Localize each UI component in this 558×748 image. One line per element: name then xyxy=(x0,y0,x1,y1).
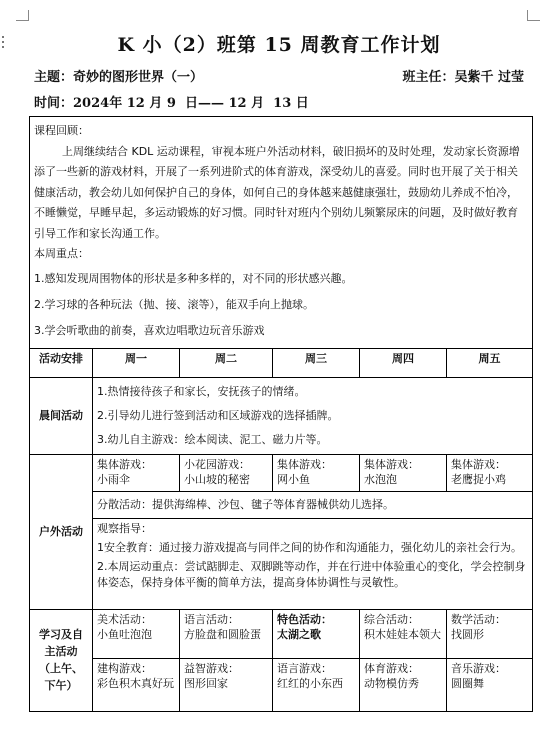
activity-type: 美术活动： xyxy=(97,612,152,626)
review-row xyxy=(30,117,533,349)
activity-name: 动物模仿秀 xyxy=(364,676,419,690)
game-type: 集体游戏： xyxy=(277,457,332,471)
activity-type: 建构游戏： xyxy=(97,661,152,675)
theme-value: 奇妙的图形世界（一） xyxy=(73,70,204,85)
outdoor-grouping-row xyxy=(30,491,533,518)
focus-item: 2.学习球的各种玩法（抛、接、滚等），能双手向上抛球。 xyxy=(34,297,314,311)
day-header-mon: 周一 xyxy=(93,348,180,377)
game-fri xyxy=(447,658,533,711)
theme-field xyxy=(34,66,203,85)
plan-table xyxy=(29,116,533,712)
activity-name: 太湖之歌 xyxy=(277,627,321,641)
teacher-label: 班主任： xyxy=(402,70,455,85)
outdoor-observe-row xyxy=(30,518,533,609)
review-heading: 课程回顾： xyxy=(34,124,89,137)
morning-cell xyxy=(93,377,533,454)
observe-heading: 观察指导： xyxy=(97,521,152,535)
game-type: 小花园游戏： xyxy=(184,457,250,471)
activity-type: 综合活动： xyxy=(364,612,419,626)
learning-thu xyxy=(360,609,447,658)
day-header-wed: 周三 xyxy=(273,348,360,377)
learning-label-line: （上午、 xyxy=(39,662,83,675)
activity-name: 积木娃娃本领大 xyxy=(364,627,441,641)
teacher-value: 吴紫千 过莹 xyxy=(454,70,524,85)
page-corner-mark xyxy=(16,10,29,21)
activity-type: 特色活动： xyxy=(277,612,332,626)
observe-cell xyxy=(93,518,533,609)
game-name: 小雨伞 xyxy=(97,472,130,486)
activity-name: 红红的小东西 xyxy=(277,676,343,690)
learning-mon xyxy=(93,609,180,658)
outdoor-game-tue xyxy=(180,454,273,491)
learning-label-line: 下午） xyxy=(44,679,78,692)
activity-type: 音乐游戏： xyxy=(451,661,506,675)
learning-fri xyxy=(447,609,533,658)
game-name: 小山坡的秘密 xyxy=(184,472,250,486)
activity-name: 圆圈舞 xyxy=(451,676,484,690)
game-mon xyxy=(93,658,180,711)
learning-tue xyxy=(180,609,273,658)
learning-row-1 xyxy=(30,609,533,658)
theme-row xyxy=(34,66,524,85)
morning-label: 晨间活动 xyxy=(30,377,93,454)
observe-item: 1安全教育：通过接力游戏提高与同伴之间的协作和沟通能力，强化幼儿的亲社会行为。 xyxy=(97,540,522,554)
game-wed xyxy=(273,658,360,711)
focus-item: 1.感知发现周围物体的形状是多种多样的，对不同的形状感兴趣。 xyxy=(34,271,353,285)
review-cell xyxy=(30,117,533,349)
page-corner-mark xyxy=(527,10,540,21)
game-type: 集体游戏： xyxy=(364,457,419,471)
day-header-fri: 周五 xyxy=(447,348,533,377)
morning-item: 3.幼儿自主游戏：绘本阅读、泥工、磁力片等。 xyxy=(97,432,328,446)
learning-label-line: 主活动 xyxy=(44,645,78,658)
morning-item: 2.引导幼儿进行签到活动和区域游戏的选择插牌。 xyxy=(97,408,339,422)
outdoor-game-thu xyxy=(360,454,447,491)
day-header-thu: 周四 xyxy=(360,348,447,377)
game-name: 水泡泡 xyxy=(364,472,397,486)
game-name: 老鹰捉小鸡 xyxy=(451,472,506,486)
activity-header: 活动安排 xyxy=(30,348,93,377)
day-header-tue: 周二 xyxy=(180,348,273,377)
morning-row xyxy=(30,377,533,454)
activity-name: 小鱼吐泡泡 xyxy=(97,627,152,641)
time-label: 时间： xyxy=(34,96,74,111)
activity-type: 体育游戏： xyxy=(364,661,419,675)
game-thu xyxy=(360,658,447,711)
activity-type: 益智游戏： xyxy=(184,661,239,675)
time-row xyxy=(34,92,524,111)
activity-type: 数学活动： xyxy=(451,612,506,626)
outdoor-label: 户外活动 xyxy=(30,454,93,609)
morning-item: 1.热情接待孩子和家长，安抚孩子的情绪。 xyxy=(97,384,306,398)
game-name: 网小鱼 xyxy=(277,472,310,486)
grouping-cell: 分散活动：提供海绵棒、沙包、毽子等体育器械供幼儿选择。 xyxy=(93,491,533,518)
activity-name: 方脸盘和圆脸蛋 xyxy=(184,627,261,641)
focus-item: 3.学会听歌曲的前奏，喜欢边唱歌边玩音乐游戏 xyxy=(34,323,265,337)
outdoor-games-row xyxy=(30,454,533,491)
review-body: 上周继续结合 KDL 运动课程，审视本班户外活动材料，破旧损坏的及时处理，发动家长资源增添了一些新的游戏材料，开展了一系列进阶式的体育游戏，深受幼儿的喜爱。同时也开展了关于相关健康活动，教会幼儿如何保护自己的身体，如何自己的身体越来越健康强壮，鼓励幼儿养成不怕冷，不睡懒觉，早睡早起，多运动锻炼的好习惯。同时针对班内个别幼儿频繁尿床的问题，及时做好教育引导工作和家长沟通工作。 xyxy=(34,144,520,240)
time-value: 2024年 12 月 9 日—— 12 月 13 日 xyxy=(73,96,309,111)
learning-row-2 xyxy=(30,658,533,711)
outdoor-game-mon xyxy=(93,454,180,491)
table-header-row xyxy=(30,348,533,377)
learning-label xyxy=(30,609,93,711)
game-type: 集体游戏： xyxy=(97,457,152,471)
activity-type: 语言游戏： xyxy=(277,661,332,675)
theme-label: 主题： xyxy=(34,70,74,85)
learning-label-line: 学习及自 xyxy=(39,628,83,641)
teacher-field xyxy=(402,66,524,85)
activity-name: 找圆形 xyxy=(451,627,484,641)
outdoor-game-fri xyxy=(447,454,533,491)
observe-item: 2.本周运动重点：尝试踮脚走、双脚跳等动作，并在行进中体验重心的变化，学会控制身体姿态，保持身体平衡的简单方法，提高身体协调性与灵敏性。 xyxy=(97,559,526,589)
outdoor-game-wed xyxy=(273,454,360,491)
activity-name: 彩色积木真好玩 xyxy=(97,676,174,690)
activity-type: 语言活动： xyxy=(184,612,239,626)
learning-wed xyxy=(273,609,360,658)
game-type: 集体游戏： xyxy=(451,457,506,471)
activity-name: 图形回家 xyxy=(184,676,228,690)
focus-heading: 本周重点： xyxy=(34,247,89,260)
page-title: K 小（2）班第 15 周教育工作计划 xyxy=(117,34,441,56)
game-tue xyxy=(180,658,273,711)
